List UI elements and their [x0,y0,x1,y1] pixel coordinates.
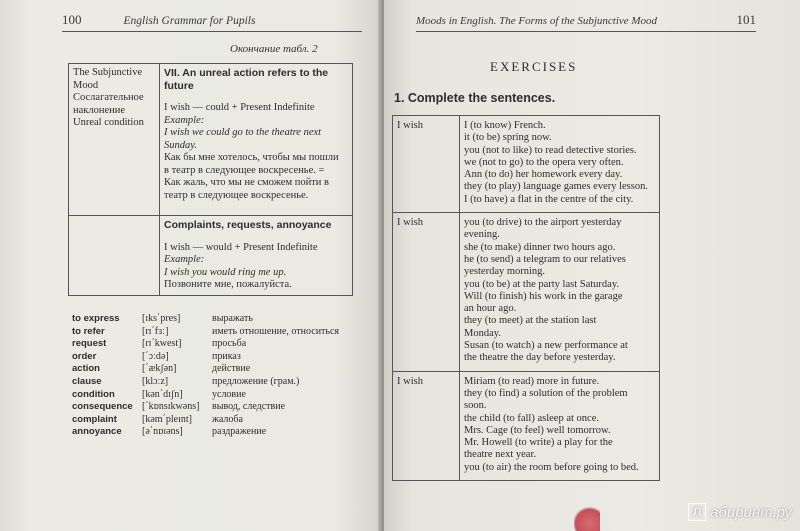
category-cell [69,64,160,216]
vocab-russian: просьба [212,338,247,350]
rule-heading: Complaints, requests, annoyance [164,219,332,231]
vocab-english: condition [72,388,115,400]
vocab-russian: предложение (грам.) [212,375,300,387]
translation-line: в театр в следующее воскресенье. = [164,164,325,176]
vocab-row [72,388,246,402]
example-line: Sunday. [164,139,197,151]
exercise-line: Mr. Howell (to write) a play for the [464,437,613,449]
vocab-english: complaint [72,413,117,425]
translation-line: Позвоните мне, пожалуйста. [164,279,292,290]
fingertip [574,506,600,531]
exercise-line: the theatre the day before yesterday. [464,352,616,364]
exercise-line: you (to be) at the party last Saturday. [464,278,620,290]
vocab-russian: вывод, следствие [212,401,286,413]
vocab-english: consequence [72,401,133,413]
exercise-row [393,116,660,213]
rule-formula: I wish — could + Present Indefinite [164,102,315,113]
right-running-head [416,12,756,32]
vocab-english: action [72,363,100,375]
vocab-transcription: [rɪ΄fɜː] [142,325,169,337]
table-row [69,216,353,296]
category-line: наклонение [73,104,126,116]
exercise-line: Miriam (to read) more in future. [464,375,600,387]
exercise-row [393,371,660,480]
vocab-russian: действие [212,363,251,375]
left-page-number: 100 [62,12,82,27]
vocab-english: to refer [72,325,105,337]
watermark-text: абиринт.ру [710,503,792,521]
vocab-transcription: [kən΄dɪʃn] [142,388,183,400]
vocab-row [72,338,247,351]
exercise-sentences [460,116,660,213]
translation-line: театр в следующее воскресенье. [164,189,309,201]
labirint-watermark [688,503,792,521]
example-line: I wish you would ring me up. [164,266,287,278]
exercise-line: she (to make) dinner two hours ago. [464,241,616,253]
category-line: Mood [73,79,99,91]
category-line: The Subjunctive [73,67,143,78]
exercise-line: they (to play) language games every lesson. [464,181,648,193]
vocab-russian: условие [212,388,246,400]
example-label: Example: [164,254,205,265]
vocab-transcription: [kəm΄pleɪnt] [142,413,192,425]
exercise-line: Mrs. Cage (to feel) well tomorrow. [464,424,611,436]
labirint-logo-icon: Л [688,503,706,521]
vocabulary-list [72,313,340,439]
category-line: Сослагательное [73,92,144,103]
exercise-table [392,115,660,481]
exercise-line: you (to air) the room before going to bed. [464,461,639,473]
exercise-line: I (to know) French. [464,120,546,131]
exercise-lead: I wish [393,213,460,372]
exercise-line: they (to meet) at the station last [464,315,597,327]
table-note: Окончание табл. 2 [230,43,318,55]
translation-line: Как бы мне хотелось, чтобы мы пошли [164,152,339,163]
rule-formula: I wish — would + Present Indefinite [164,241,318,253]
vocab-row [72,426,267,439]
vocab-row [72,325,340,339]
exercise-line: I (to have) a flat in the centre of the city. [464,193,634,205]
vocab-transcription: [΄ɔːdə] [142,350,169,362]
exercise-line: Monday. [464,327,501,339]
vocab-row [72,313,253,326]
exercise-row [393,213,660,372]
exercise-line: you (to drive) to the airport yesterday [464,217,622,229]
vocab-english: clause [72,375,102,387]
exercise-lead: I wish [393,116,460,213]
exercise-sentences [460,213,660,372]
vocab-transcription: [΄ækʃən] [142,363,177,375]
vocab-english: order [72,350,97,362]
exercise-line: Susan (to watch) a new performance at [464,340,628,352]
translation-line: Как жаль, что мы не сможем пойти в [164,177,329,188]
vocab-row [72,413,243,427]
vocab-row [72,350,241,364]
right-page [384,0,800,531]
vocab-row [72,401,286,414]
example-line: I wish we could go to the theatre next [164,127,322,138]
vocab-row [72,375,300,389]
right-page-number: 101 [736,12,756,27]
vocab-transcription: [ə΄nɒɪəns] [142,426,183,438]
vocab-transcription: [΄kɒnsɪkwəns] [142,401,200,413]
subjunctive-table [68,63,353,296]
vocab-transcription: [klɔːz] [142,375,169,387]
vocab-transcription: [rɪ΄kwest] [142,338,182,350]
rule-heading: VII. An unreal action refers to the future [164,67,329,92]
exercise-line: yesterday morning. [464,266,546,278]
exercise-sentences [460,371,660,480]
vocab-transcription: [ɪks΄pres] [142,313,181,324]
exercise-line: the child (to fall) asleep at once. [464,412,599,424]
exercise-line: they (to find) a solution of the problem [464,387,628,399]
vocab-russian: приказ [212,350,241,362]
exercise-line: an hour ago. [464,303,517,315]
exercise-line: he (to send) a telegram to our relatives [464,253,626,265]
exercise-line: theatre next year. [464,449,537,461]
exercise-line: you (not to like) to read detective stories. [464,144,637,156]
left-page [0,0,382,531]
rule-cell [160,64,353,216]
table-row [69,64,353,216]
left-running-head [62,12,362,32]
vocab-russian: жалоба [212,413,243,425]
category-cell-empty [69,216,160,296]
example-label: Example: [164,114,205,126]
exercise-line: Ann (to do) her homework every day. [464,169,623,181]
exercise-line: Will (to finish) his work in the garage [464,290,623,302]
rule-cell [160,216,353,296]
vocab-english: request [72,338,107,350]
exercises-heading: EXERCISES [490,59,578,74]
exercise-lead: I wish [393,371,460,480]
right-running-title: Moods in English. The Forms of the Subjunctive Mood [416,15,658,27]
task-title: 1. Complete the sentences. [394,91,556,105]
vocab-russian: иметь отношение, относиться [212,325,340,337]
vocab-english: to express [72,313,120,324]
exercise-line: we (not to go) to the opera very often. [464,156,624,168]
vocab-russian: выражать [212,313,253,324]
exercise-line: soon. [464,400,487,412]
vocab-russian: раздражение [212,426,267,438]
left-running-title: English Grammar for Pupils [123,15,256,27]
exercise-line: evening. [464,229,500,241]
vocab-row [72,363,251,376]
category-line: Unreal condition [73,117,144,128]
exercise-line: it (to be) spring now. [464,132,552,144]
vocab-english: annoyance [72,426,122,438]
